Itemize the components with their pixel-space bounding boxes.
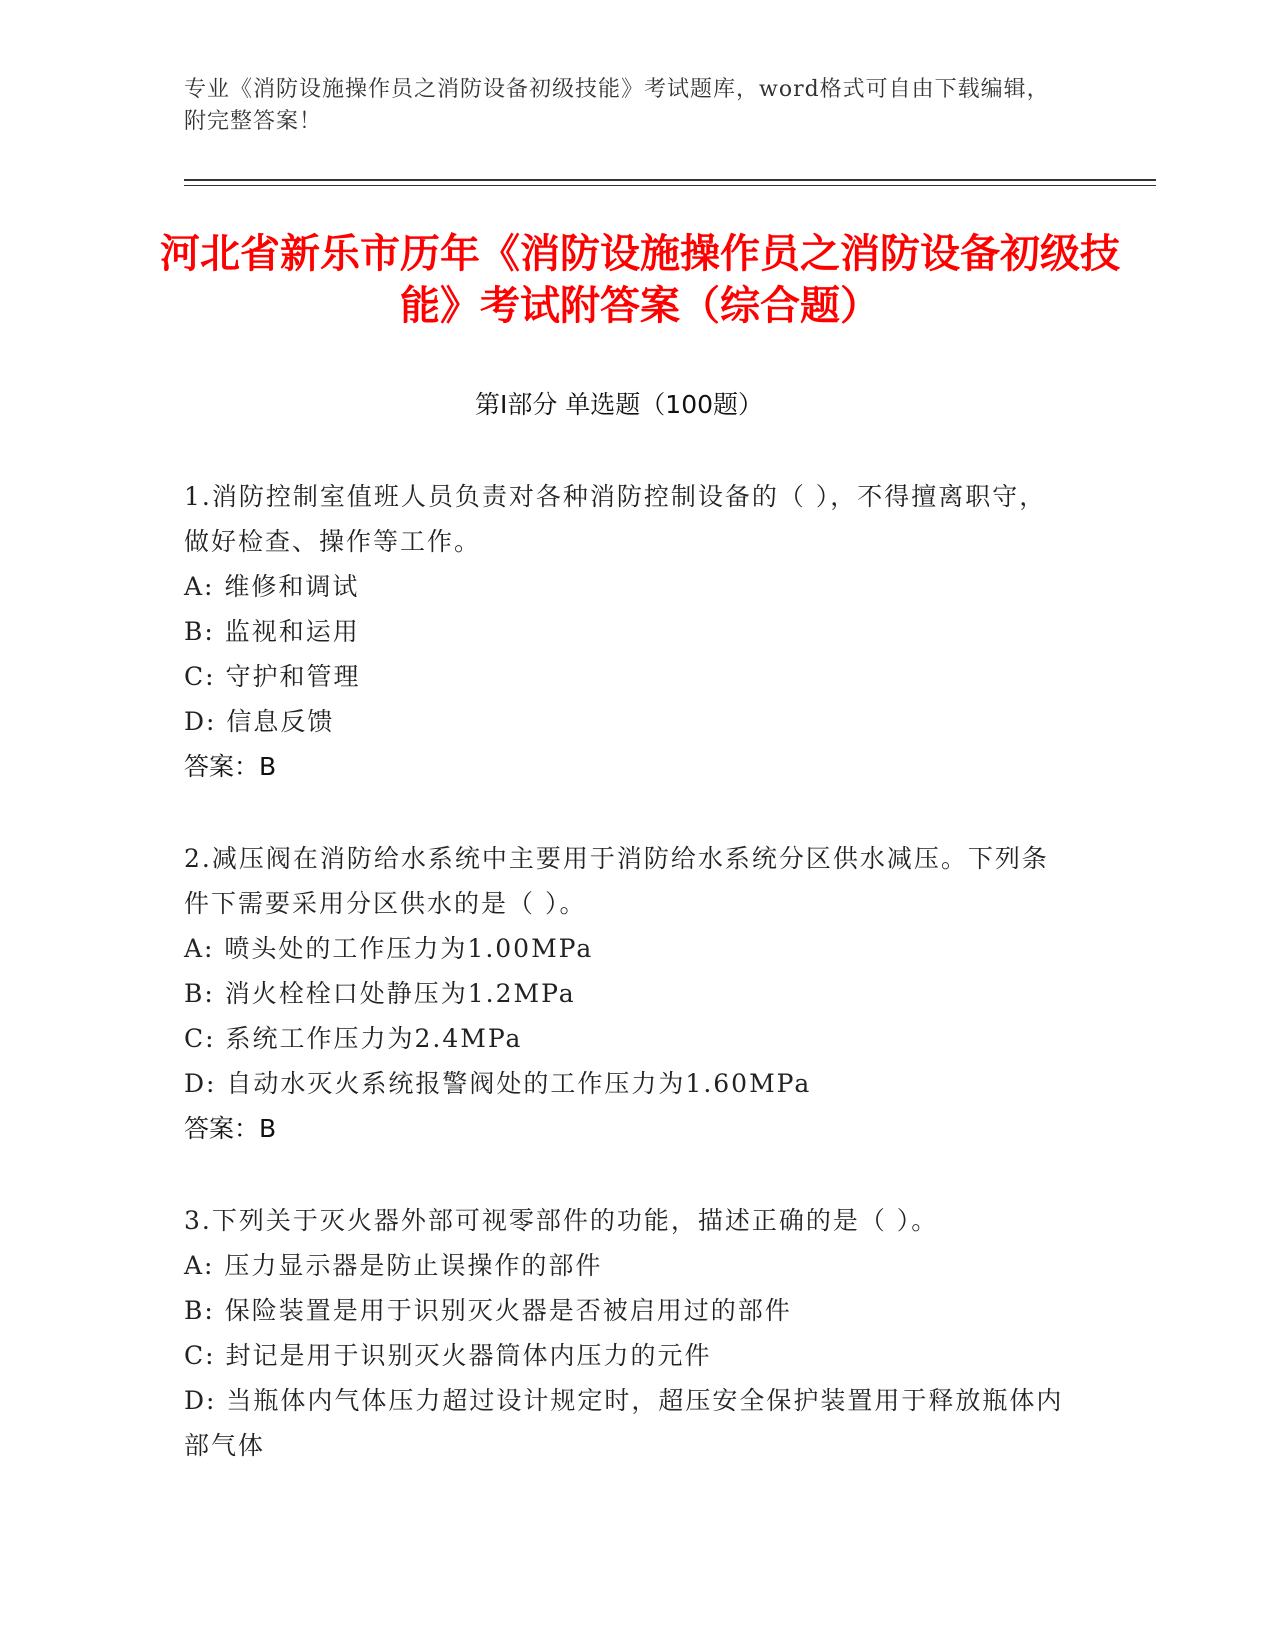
section-heading: 第I部分 单选题（100题）	[474, 390, 764, 419]
option-b: B: 消火栓栓口处静压为1.2MPa	[184, 979, 576, 1008]
option-c: C: 系统工作压力为2.4MPa	[184, 1024, 523, 1053]
option-b: B: 监视和运用	[184, 617, 360, 646]
question-stem: 3.下列关于灭火器外部可视零部件的功能，描述正确的是（ ）。	[184, 1206, 939, 1235]
question-stem: 2.减压阀在消防给水系统中主要用于消防给水系统分区供水减压。下列条件下需要采用分区供水的是（ ）。	[184, 844, 1049, 918]
option-d: D: 当瓶体内气体压力超过设计规定时，超压安全保护装置用于释放瓶体内部气体	[184, 1386, 1064, 1460]
question-item	[184, 836, 1064, 1151]
option-d: D: 信息反馈	[184, 707, 335, 736]
header-note: 专业《消防设施操作员之消防设备初级技能》考试题库，word格式可自由下载编辑，附完整答案！	[184, 77, 1050, 134]
option-a: A: 压力显示器是防止误操作的部件	[184, 1251, 603, 1280]
header-divider-thin	[184, 185, 1156, 186]
option-a: A: 维修和调试	[184, 572, 360, 601]
option-c: C: 守护和管理	[184, 662, 361, 691]
option-b: B: 保险装置是用于识别灭火器是否被启用过的部件	[184, 1296, 792, 1325]
answer-label: 答案：B	[184, 752, 277, 781]
option-a: A: 喷头处的工作压力为1.00MPa	[184, 934, 594, 963]
header-divider-thick	[184, 179, 1156, 181]
question-stem: 1.消防控制室值班人员负责对各种消防控制设备的（ ），不得擅离职守，做好检查、操作等工作。	[184, 482, 1047, 556]
document-title: 河北省新乐市历年《消防设施操作员之消防设备初级技能》考试附答案（综合题）	[160, 231, 1120, 329]
question-item	[184, 1198, 1064, 1468]
option-c: C: 封记是用于识别灭火器筒体内压力的元件	[184, 1341, 712, 1370]
answer-label: 答案：B	[184, 1114, 277, 1143]
question-item	[184, 474, 1064, 789]
option-d: D: 自动水灭火系统报警阀处的工作压力为1.60MPa	[184, 1069, 812, 1098]
